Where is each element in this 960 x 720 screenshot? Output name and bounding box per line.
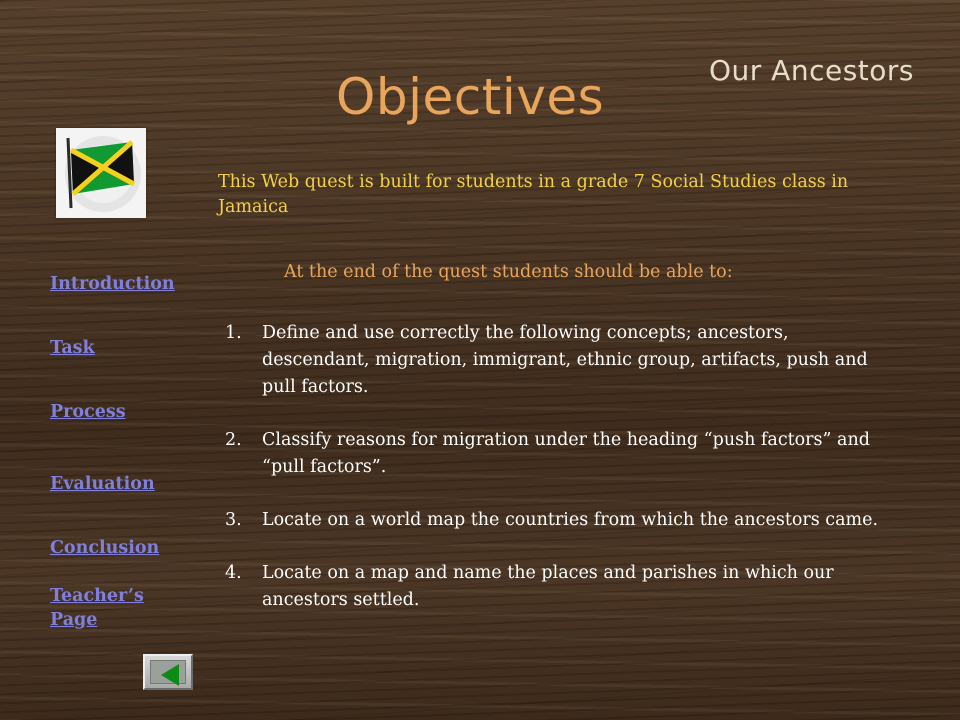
list-item — [225, 320, 885, 401]
list-item — [225, 560, 885, 614]
list-item — [225, 507, 885, 534]
list-item — [225, 427, 885, 481]
nav-link-evaluation[interactable]: Evaluation — [50, 474, 155, 494]
page-title: Objectives — [336, 68, 605, 126]
back-button-face — [150, 660, 186, 684]
back-button[interactable] — [143, 654, 193, 690]
nav-link-conclusion[interactable]: Conclusion — [50, 538, 160, 558]
list-number: 2. — [225, 430, 242, 450]
jamaican-flag-icon — [56, 128, 146, 218]
list-item-text: Define and use correctly the following concepts; ancestors, descendant, migration, immigrant, ethnic group, artifacts, push and pull factors. — [262, 323, 868, 397]
list-number: 4. — [225, 563, 242, 583]
site-title: Our Ancestors — [708, 54, 914, 87]
objectives-subheading: At the end of the quest students should be able to: — [284, 262, 733, 282]
list-number: 1. — [225, 323, 242, 343]
nav-link-process[interactable]: Process — [50, 402, 126, 422]
nav-link-teachers-page[interactable] — [50, 584, 144, 632]
list-item-text: Locate on a world map the countries from which the ancestors came. — [262, 510, 879, 530]
intro-text: This Web quest is built for students in a grade 7 Social Studies class in Jamaica — [218, 172, 849, 217]
nav-link-teachers-page-line1: Teacher’s — [50, 586, 144, 606]
nav-link-task[interactable]: Task — [50, 338, 95, 358]
logo — [56, 128, 146, 218]
nav-link-teachers-page-line2: Page — [50, 610, 98, 630]
objectives-list — [225, 320, 885, 640]
list-item-text: Locate on a map and name the places and parishes in which our ancestors settled. — [262, 563, 834, 610]
back-arrow-icon — [161, 664, 179, 686]
nav-link-introduction[interactable]: Introduction — [50, 274, 175, 294]
list-item-text: Classify reasons for migration under the heading “push factors” and “pull factors”. — [262, 430, 870, 477]
list-number: 3. — [225, 510, 242, 530]
